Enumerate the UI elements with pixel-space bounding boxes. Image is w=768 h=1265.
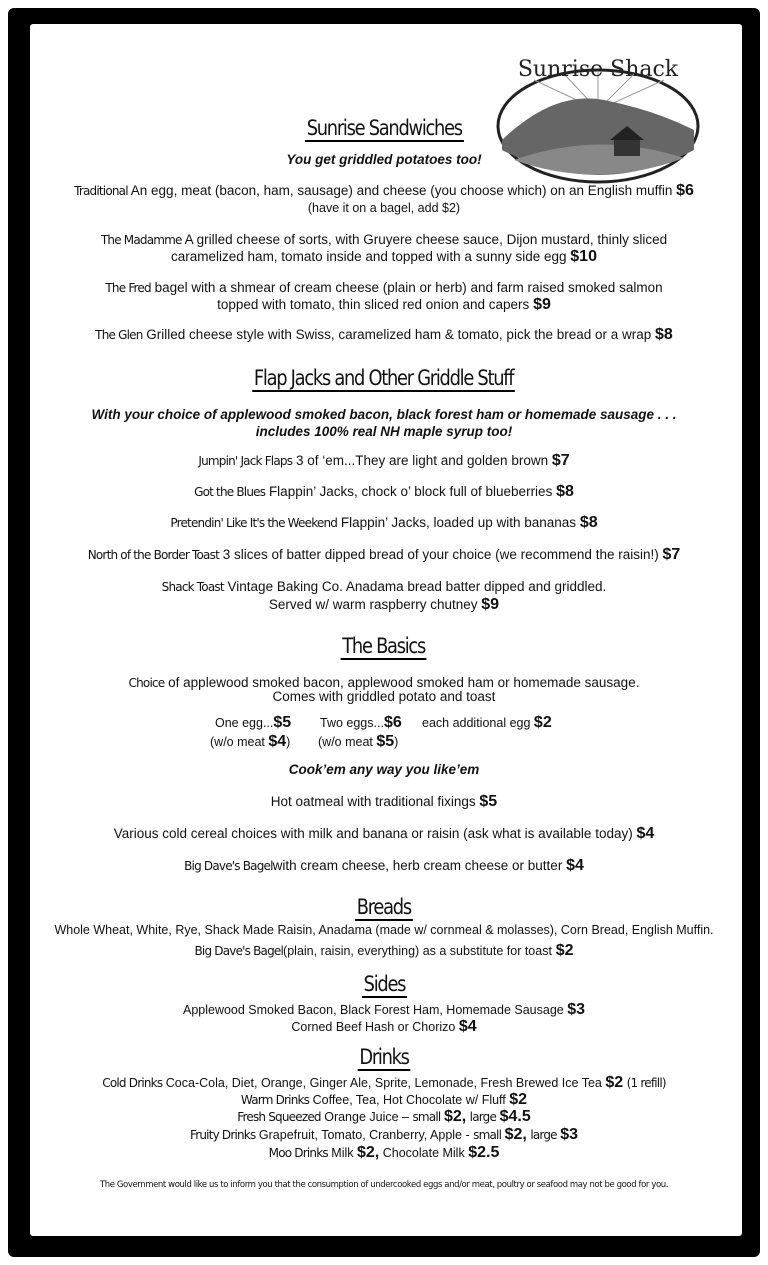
svg-text:Sunrise Shack: Sunrise Shack (517, 57, 679, 82)
menu-item-big-daves-bagel: Big Dave's Bagelwith cream cheese, herb cream cheese or butter $4 (184, 857, 584, 874)
basics-choice: Choice of applewood smoked bacon, applewood smoked ham or homemade sausage. (128, 675, 640, 690)
section-heading-griddle: Flap Jacks and Other Griddle Stuff (254, 366, 514, 390)
section-heading-breads: Breads (356, 895, 412, 919)
madamme-desc-2: caramelized ham, tomato inside and topped with a sunny side egg $10 (171, 248, 597, 265)
sides-line-1: Applewood Smoked Bacon, Black Forest Ham, Homemade Sausage $3 (182, 1001, 586, 1018)
health-disclaimer: The Government would like us to inform you that the consumption of undercooked eggs and/or meat, poultry or seafood may not be good for you. (99, 1180, 669, 1190)
fred-desc-2: topped with tomato, thin sliced red onion and capers $9 (217, 296, 551, 313)
section-heading-sides: Sides (363, 972, 405, 996)
drinks-cold: Cold Drinks Coca-Cola, Diet, Orange, Ginger Ale, Sprite, Lemonade, Fresh Brewed Ice Tea $2 (1 refill) (102, 1074, 666, 1091)
drinks-fresh-squeezed: Fresh Squeezed Orange Juice – small $2, large $4.5 (237, 1108, 531, 1125)
menu-item-traditional: Traditional An egg, meat (bacon, ham, sausage) and cheese (you choose which) on an English muffin $6 (74, 182, 694, 199)
menu-item-cereal: Various cold cereal choices with milk and banana or raisin (ask what is available today) $4 (113, 825, 655, 842)
griddle-subtitle-1: With your choice of applewood smoked bacon, black forest ham or homemade sausage . . . (91, 407, 677, 422)
menu-item-shack-toast: Shack Toast Vintage Baking Co. Anadama bread batter dipped and griddled. (161, 579, 607, 594)
menu-item-jumpin-jack-flaps: Jumpin' Jack Flaps 3 of ‘em...They are light and golden brown $7 (198, 452, 570, 469)
cook-em: Cook’em any way you like’em (288, 762, 480, 777)
menu-item-oatmeal: Hot oatmeal with traditional fixings $5 (270, 793, 498, 810)
menu-item-north-of-the-border: North of the Border Toast 3 slices of batter dipped bread of your choice (we recommend the raisin!) $7 (87, 546, 681, 563)
section-heading-basics: The Basics (342, 634, 426, 658)
menu-item-got-the-blues: Got the Blues Flappin’ Jacks, chock o’ block full of blueberries $8 (194, 483, 574, 500)
drinks-fruity: Fruity Drinks Grapefruit, Tomato, Cranberry, Apple - small $2, large $3 (189, 1126, 579, 1143)
breads-list: Whole Wheat, White, Rye, Shack Made Raisin, Anadama (made w/ cornmeal & molasses), Corn Bread, English Muffin. (54, 923, 714, 937)
menu-item-pretendin: Pretendin' Like It's the Weekend Flappin’ Jacks, loaded up with bananas $8 (170, 514, 598, 531)
one-egg-no-meat: (w/o meat $4) (210, 733, 291, 750)
menu-item-glen: The Glen Grilled cheese style with Swiss, caramelized ham & tomato, pick the bread or a wrap $8 (95, 326, 673, 343)
shack-toast-desc-2: Served w/ warm raspberry chutney $9 (268, 596, 500, 613)
section-heading-sandwiches: Sunrise Sandwiches (306, 116, 462, 140)
basics-choice-2: Comes with griddled potato and toast (272, 689, 496, 704)
drinks-warm: Warm Drinks Coffee, Tea, Hot Chocolate w/ Fluff $2 (240, 1091, 528, 1108)
one-egg: One egg...$5 (215, 714, 292, 731)
menu-item-madamme: The Madamme A grilled cheese of sorts, with Gruyere cheese sauce, Dijon mustard, thinly sliced (100, 232, 668, 247)
two-eggs-no-meat: (w/o meat $5) (318, 733, 399, 750)
menu-item-fred: The Fred bagel with a shmear of cream cheese (plain or herb) and farm raised smoked salmon (105, 280, 663, 295)
griddle-subtitle-2: includes 100% real NH maple syrup too! (255, 424, 513, 439)
traditional-note: (have it on a bagel, add $2) (307, 201, 461, 215)
drinks-moo: Moo Drinks Milk $2, Chocolate Milk $2.5 (268, 1144, 500, 1161)
section-heading-drinks: Drinks (359, 1045, 409, 1069)
sandwiches-subtitle: You get griddled potatoes too! (286, 152, 482, 167)
breads-bagel: Big Dave's Bagel(plain, raisin, everything) as a substitute for toast $2 (194, 942, 574, 959)
additional-egg: each additional egg $2 (422, 714, 552, 731)
two-eggs: Two eggs...$6 (320, 714, 402, 731)
sides-line-2: Corned Beef Hash or Chorizo $4 (291, 1018, 477, 1035)
